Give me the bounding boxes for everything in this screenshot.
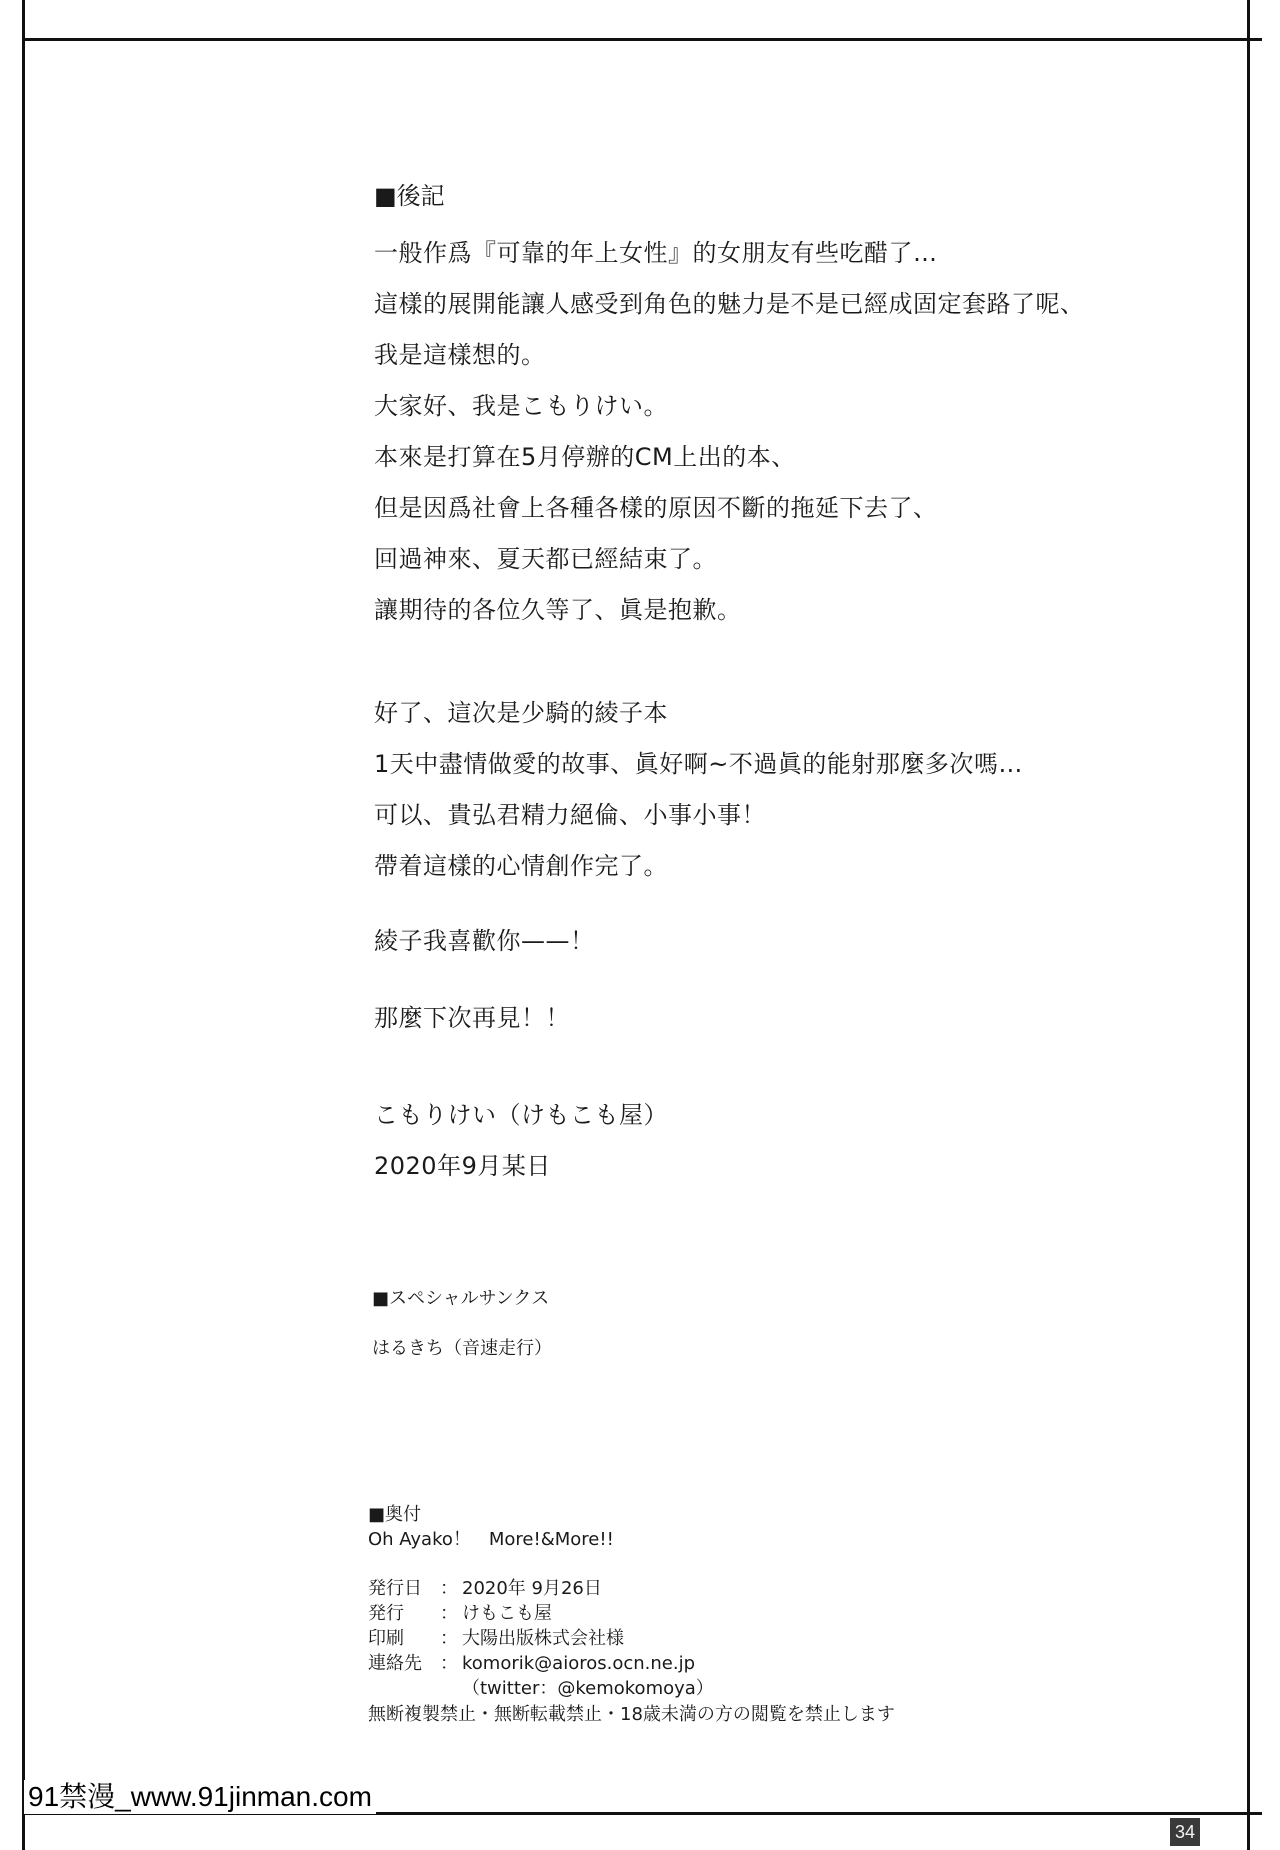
colophon-key: 印刷 bbox=[368, 1628, 404, 1649]
special-thanks-heading: ■スペシャルサンクス bbox=[372, 1288, 550, 1309]
paragraph-gap bbox=[374, 636, 1134, 688]
afterword-line: 一般作爲『可靠的年上女性』的女朋友有些吃醋了… bbox=[374, 239, 938, 267]
afterword-line: 回過神來、夏天都已經結束了。 bbox=[374, 545, 717, 573]
paragraph-gap bbox=[374, 892, 1134, 916]
book-title: Oh Ayako！ More!&More!! bbox=[368, 1529, 614, 1550]
colophon-key: 連絡先 bbox=[368, 1653, 422, 1674]
afterword-line: 本來是打算在5月停辦的CM上出的本、 bbox=[374, 443, 796, 471]
colophon-separator: ： bbox=[440, 1578, 458, 1599]
colophon-key: 発行日 bbox=[368, 1578, 422, 1599]
frame-left-rule bbox=[22, 0, 25, 1850]
contact-email: komorik@aioros.ocn.ne.jp bbox=[462, 1653, 695, 1674]
afterword-line: 但是因爲社會上各種各樣的原因不斷的拖延下去了、 bbox=[374, 494, 938, 522]
afterword-line: 帶着這樣的心情創作完了。 bbox=[374, 852, 668, 880]
colophon-row bbox=[368, 1576, 1168, 1601]
twitter-handle: （twitter：@kemokomoya） bbox=[462, 1678, 714, 1699]
afterword-line: 我是這樣想的。 bbox=[374, 341, 546, 369]
afterword-heading: ■後記 bbox=[374, 182, 445, 210]
afterword-line: 這樣的展開能讓人感受到角色的魅力是不是已經成固定套路了呢、 bbox=[374, 290, 1085, 318]
colophon-row bbox=[368, 1601, 1168, 1626]
colophon-separator: ： bbox=[440, 1653, 458, 1674]
afterword-line: 讓期待的各位久等了、眞是抱歉。 bbox=[374, 596, 742, 624]
page-number: 34 bbox=[1170, 1818, 1200, 1846]
frame-right-rule bbox=[1247, 0, 1250, 1850]
colophon-value: 2020年 9月26日 bbox=[462, 1578, 602, 1599]
paragraph-gap bbox=[374, 1044, 1134, 1090]
special-thanks-name: はるきち（音速走行） bbox=[372, 1338, 552, 1359]
colophon-separator: ： bbox=[440, 1603, 458, 1624]
afterword-line: 1天中盡情做愛的故事、眞好啊~不過眞的能射那麼多次嗎… bbox=[374, 750, 1023, 778]
colophon-heading: ■奥付 bbox=[368, 1504, 422, 1525]
colophon-separator: ： bbox=[440, 1628, 458, 1649]
afterword-line: 綾子我喜歡你——！ bbox=[374, 927, 595, 955]
afterword-line: 好了、這次是少騎的綾子本 bbox=[374, 699, 668, 727]
site-watermark: 91禁漫_www.91jinman.com bbox=[24, 1780, 376, 1814]
afterword-section bbox=[374, 178, 1134, 1192]
afterword-date: 2020年9月某日 bbox=[374, 1152, 551, 1180]
afterword-line: 大家好、我是こもりけい。 bbox=[374, 392, 668, 420]
paragraph-gap bbox=[374, 967, 1134, 993]
colophon-row bbox=[368, 1626, 1168, 1651]
frame-top-rule bbox=[22, 38, 1262, 41]
colophon-row bbox=[368, 1651, 1168, 1676]
afterword-line: 可以、貴弘君精力絕倫、小事小事！ bbox=[374, 801, 766, 829]
special-thanks-section bbox=[372, 1274, 552, 1374]
author-signature: こもりけい（けもこも屋） bbox=[374, 1101, 668, 1129]
afterword-line: 那麼下次再見！！ bbox=[374, 1004, 570, 1032]
colophon-value: 大陽出版株式会社様 bbox=[462, 1628, 624, 1649]
legal-notice: 無断複製禁止・無断転載禁止・18歳未満の方の閲覧を禁止します bbox=[368, 1704, 895, 1725]
colophon-section bbox=[368, 1502, 1168, 1728]
colophon-row bbox=[368, 1676, 1168, 1701]
colophon-key: 発行 bbox=[368, 1603, 404, 1624]
colophon-value: けもこも屋 bbox=[462, 1603, 552, 1624]
